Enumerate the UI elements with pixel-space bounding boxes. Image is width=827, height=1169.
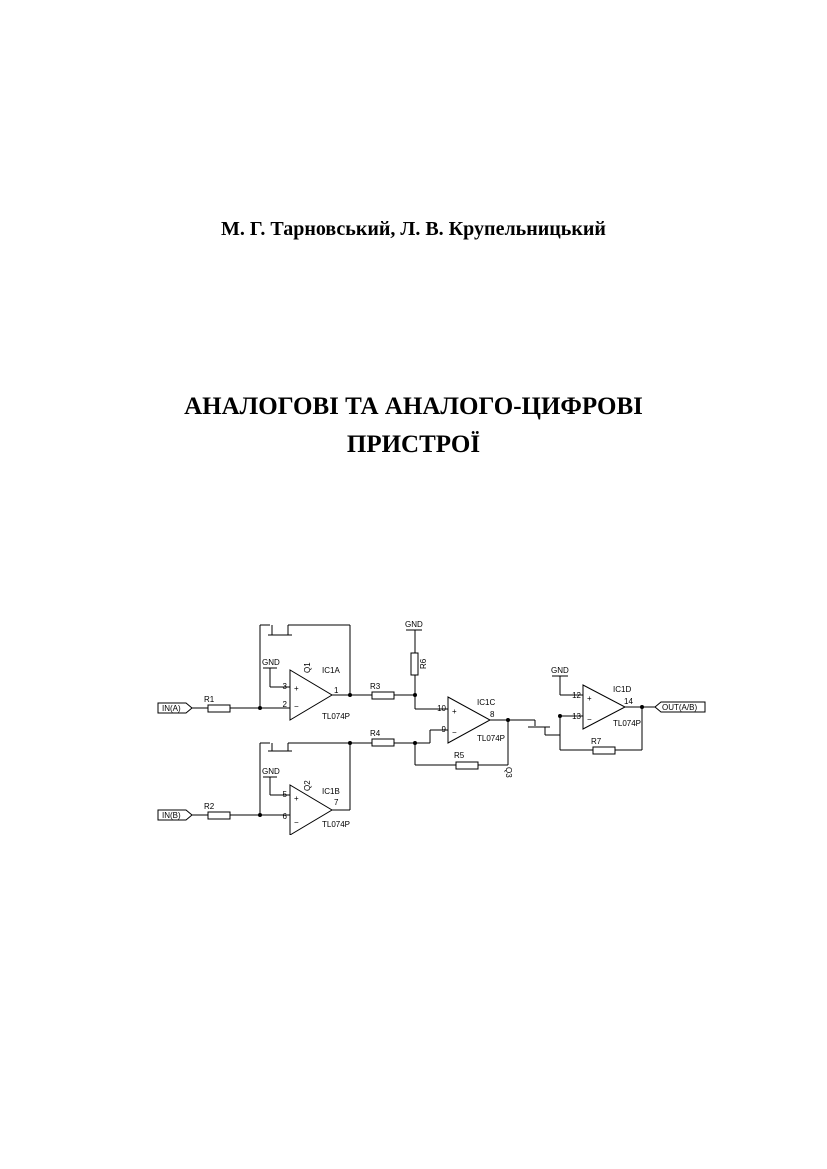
resistor-label: R7 (591, 737, 602, 746)
resistor-r7 (593, 747, 615, 754)
svg-text:+: + (452, 707, 457, 716)
svg-text:OUT(A/B): OUT(A/B) (662, 703, 698, 712)
pin-label: 9 (441, 725, 446, 734)
resistor-label: R5 (454, 751, 465, 760)
pin-label: 14 (624, 697, 633, 706)
pin-label: 10 (437, 704, 446, 713)
pin-label: 7 (334, 798, 339, 807)
book-title-line-2: ПРИСТРОЇ (346, 431, 481, 458)
gnd-label: GND (551, 666, 569, 675)
book-title-line-1: АНАЛОГОВІ ТА АНАЛОГО-ЦИФРОВІ (184, 393, 643, 420)
pin-label: 3 (282, 682, 287, 691)
transistor-label: Q3 (504, 767, 513, 778)
port-in-a (158, 703, 192, 713)
transistor-label: Q2 (303, 780, 312, 791)
opamp-name: IC1D (613, 685, 632, 694)
gnd-label: GND (262, 658, 280, 667)
opamp-name: IC1B (322, 787, 340, 796)
resistor-r3 (372, 692, 394, 699)
resistor-r2 (208, 812, 230, 819)
opamp-part: TL074P (322, 820, 351, 829)
gnd-label: GND (262, 767, 280, 776)
svg-text:−: − (452, 728, 457, 737)
authors: М. Г. Тарновський, Л. В. Крупельницький (221, 218, 606, 240)
svg-text:+: + (587, 694, 592, 703)
svg-text:−: − (294, 818, 299, 827)
port-out (655, 702, 705, 712)
pin-label: 13 (572, 712, 581, 721)
opamp-part: TL074P (613, 719, 642, 728)
svg-text:IN(A): IN(A) (162, 704, 181, 713)
opamp-name: IC1A (322, 666, 340, 675)
resistor-r5 (456, 762, 478, 769)
pin-label: 2 (282, 700, 287, 709)
port-in-b (158, 810, 192, 820)
transistor-label: Q1 (303, 662, 312, 673)
svg-text:−: − (587, 715, 592, 724)
svg-text:+: + (294, 684, 299, 693)
resistor-r1 (208, 705, 230, 712)
pin-label: 12 (572, 691, 581, 700)
pin-label: 6 (282, 812, 287, 821)
pin-label: 1 (334, 686, 339, 695)
resistor-r4 (372, 739, 394, 746)
resistor-label: R2 (204, 802, 215, 811)
book-title (0, 388, 827, 464)
resistor-r6 (411, 653, 418, 675)
opamp-part: TL074P (477, 734, 506, 743)
pin-label: 5 (282, 790, 287, 799)
svg-text:IN(B): IN(B) (162, 811, 181, 820)
resistor-label: R4 (370, 729, 381, 738)
resistor-label: R6 (419, 658, 428, 669)
opamp-name: IC1C (477, 698, 496, 707)
pin-label: 8 (490, 710, 495, 719)
svg-text:+: + (294, 794, 299, 803)
svg-text:−: − (294, 702, 299, 711)
opamp-part: TL074P (322, 712, 351, 721)
circuit-schematic (150, 605, 720, 835)
opamp-ic1a (283, 666, 350, 721)
gnd-label: GND (405, 620, 423, 629)
resistor-label: R3 (370, 682, 381, 691)
resistor-label: R1 (204, 695, 215, 704)
